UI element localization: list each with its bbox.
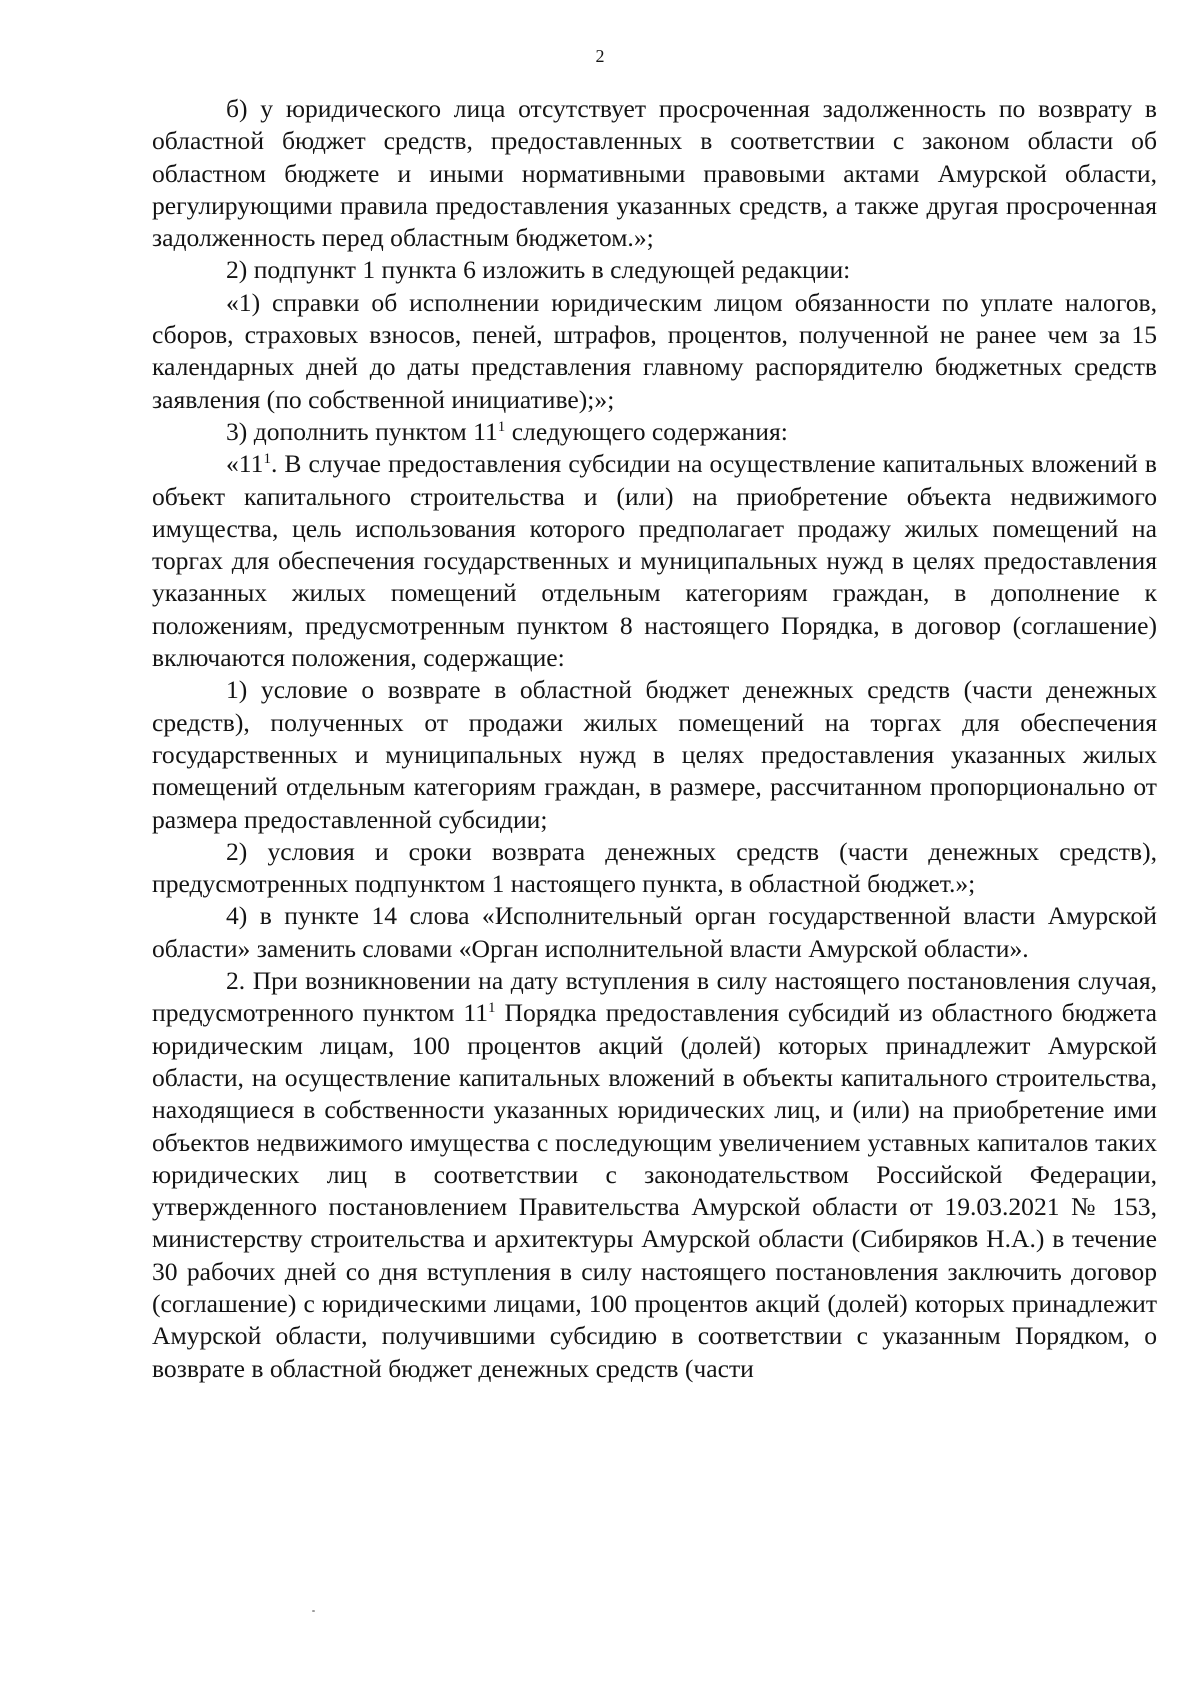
paragraph-condition-1: 1) условие о возврате в областной бюджет денежных средств (части денежных средств), полученных от продажи жилых помещений на торгах для обеспечения государственных и муниципальных нужд в целях предоставления указанных жилых помещений отдельным категориям граждан, в размере, рассчитанном пропорционально от размера предоставленной субсидии; (152, 675, 1157, 834)
paragraph-section-2 (152, 965, 1157, 1385)
paragraph-3-add-point-11-1 (152, 416, 1157, 448)
paragraph-text: следующего содержания: (505, 416, 788, 446)
paragraph-text: . В случае предоставления субсидии на осуществление капитальных вложений в объект капитального строительства и (или) на приобретение объекта недвижимого имущества, цель использования которого предполагает продажу жилых помещений на торгах для обеспечения государственных и муниципальных нужд в целях предоставления указанных жилых помещений отдельным категориям граждан, в дополнение к положениям, предусмотренным пунктом 8 настоящего Порядка, в договор (соглашение) включаются положения, содержащие: (152, 449, 1157, 673)
superscript: 1 (488, 1000, 496, 1017)
page-number: 2 (595, 46, 605, 66)
paragraph-text: «11 (226, 449, 264, 479)
document-body (152, 93, 1157, 1385)
superscript: 1 (497, 418, 506, 435)
paragraph-text: 2. При возникновении на дату вступления в силу настоящего постановления случая, предусмотренного пунктом 11 (152, 966, 1157, 1028)
paragraph-point-11-1 (152, 448, 1157, 674)
paragraph-text: 3) дополнить пунктом 11 (226, 416, 498, 446)
paragraph-4-point-14: 4) в пункте 14 слова «Исполнительный орган государственной власти Амурской области» заменить словами «Орган исполнительной власти Амурской области». (152, 901, 1157, 963)
paragraph-1b-no-overdue-debt: б) у юридического лица отсутствует просроченная задолженность по возврату в областной бюджет средств, предоставленных в соответствии с законом области об областном бюджете и иными нормативными правовыми актами Амурской области, регулирующими правила предоставления указанных средств, а также другая просроченная задолженность перед областным бюджетом.»; (152, 94, 1157, 253)
paragraph-text: Порядка предоставления субсидий из областного бюджета юридическим лицам, 100 процентов акций (долей) которых принадлежит Амурской области, на осуществление капитальных вложений в объекты капитального строительства, находящиеся в собственности указанных юридических лиц, и (или) на приобретение ими объектов недвижимого имущества с последующим увеличением уставных капиталов таких юридических лиц в соответствии с законодательством Российской Федерации, утвержденного постановлением Правительства Амурской области от 19.03.2021 № 153, министерству строительства и архитектуры Амурской области (Сибиряков Н.А.) в течение 30 рабочих дней со дня вступления в силу настоящего постановления заключить договор (соглашение) с юридическими лицами, 100 процентов акций (долей) которых принадлежит Амурской области, получившими субсидию в соответствии с указанным Порядком, о возврате в областной бюджет денежных средств (части (152, 998, 1157, 1383)
paragraph-tax-certificate: «1) справки об исполнении юридическим лицом обязанности по уплате налогов, сборов, страховых взносов, пеней, штрафов, процентов, полученной не ранее чем за 15 календарных дней до даты представления главному распорядителю бюджетных средств заявления (по собственной инициативе);»; (152, 287, 1157, 414)
paragraph-2-subparagraph-6: 2) подпункт 1 пункта 6 изложить в следующей редакции: (226, 255, 851, 285)
superscript: 1 (263, 451, 271, 468)
paragraph-condition-2: 2) условия и сроки возврата денежных средств (части денежных средств), предусмотренных подпунктом 1 настоящего пункта, в областной бюджет.»; (152, 836, 1157, 899)
scan-speck (312, 1610, 315, 1612)
